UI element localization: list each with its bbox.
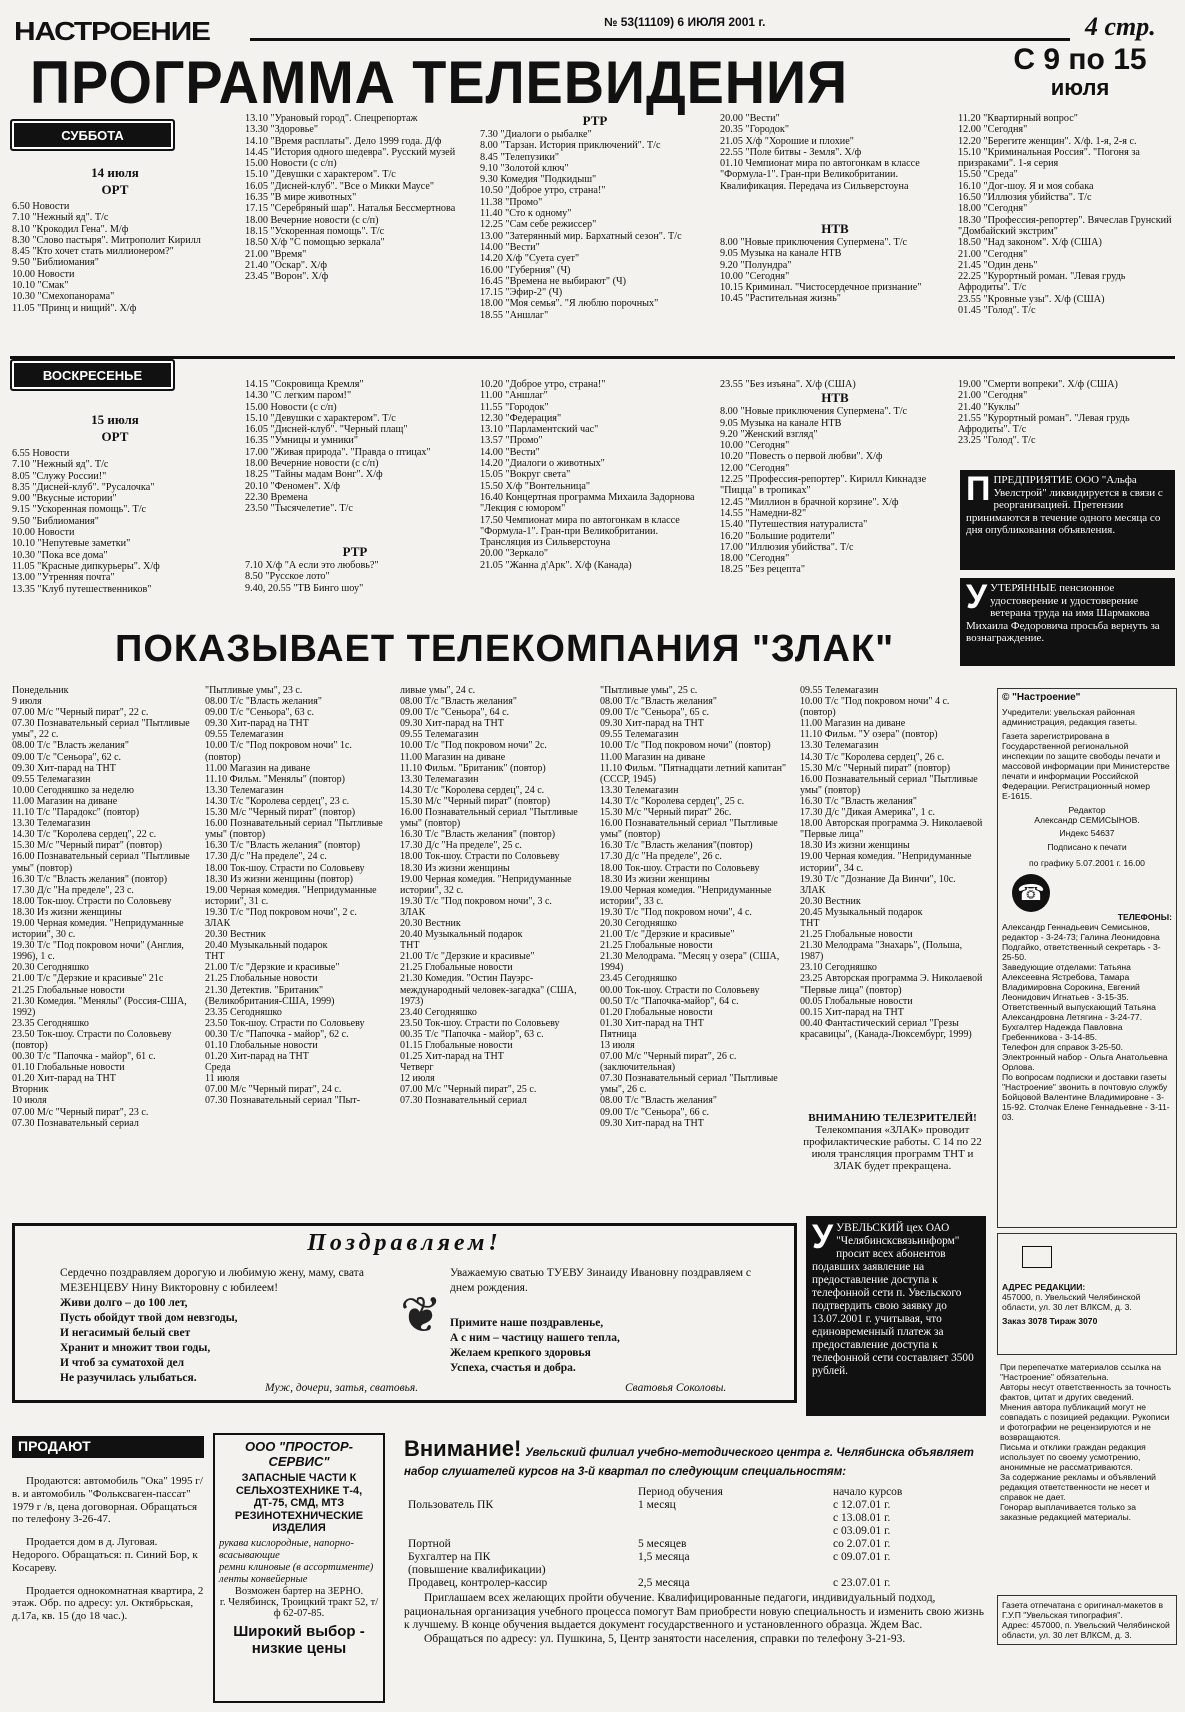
issue-info: № 53(11109) 6 ИЮЛЯ 2001 г. bbox=[600, 15, 770, 29]
sunday-ort: ОРТ bbox=[101, 429, 129, 444]
sale-header: ПРОДАЮТ bbox=[12, 1436, 204, 1458]
section-divider bbox=[10, 356, 1175, 359]
ad-lost-documents: УУТЕРЯННЫЕ пенсионное удостоверение и удостоверение ветерана труда на имя Шармакова Михаила Федоровича просьба вернуть за вознаграждение. bbox=[960, 578, 1175, 666]
table-row: Бухгалтер на ПК (повышение квалификации) 1,5 месяца с 09.07.01 г. bbox=[408, 1551, 891, 1576]
saturday-ort: ОРТ bbox=[101, 182, 129, 197]
sale-item: Продается дом в д. Луговая. Недорого. Обращаться: п. Синий Бор, к Косареву. bbox=[12, 1536, 198, 1574]
saturday-col3: РТР 7.30 "Диалоги о рыбалке" 8.00 "Тарзан. История приключений". Т/с 8.45 "Телепузики" 9.10 "Золотой ключ" 9.30 Комедия "Подкидыш" 10.50 "Доброе утро, страна!" 11.38 "Промо" 11.40 "Сто к одному" 12.25 "Сам себе режиссер" 13.00 "Затерянный мир. Бархатный сезон". Т/с 14.00 "Вести" 14.20 Х/ф "Суета сует" 16.00 "Губерния" (Ч) 16.45 "Времена не выбирают" (Ч) 17.15 "Эфир-2" (Ч) 18.00 "Моя семья". "Я люблю порочных" 18.55 "Аншлаг" bbox=[480, 113, 682, 321]
congrats-left-sign: Муж, дочери, затья, сватовья. bbox=[265, 1382, 419, 1394]
page-title: ПРОГРАММА ТЕЛЕВИДЕНИЯ bbox=[30, 49, 849, 116]
sunday-col4: 23.55 "Без изъяна". Х/ф (США) НТВ 8.00 "Новые приключения Супермена". Т/с 9.05 Музыка на канале НТВ 9.20 "Женский взгляд" 10.00 "Сегодня" 10.20 "Повесть о первой любви". Х/ф 12.00 "Сегодня" 12.25 "Профессия-репортер". Кирилл Кикнадзе "Пицца" в тропиках" 12.45 "Миллион в брачной корзине". Х/ф 14.55 "Намедни-82" 15.40 "Путешествия натуралиста" 16.20 "Большие родители" 17.00 "Иллюзия убийства". Т/с 18.00 "Сегодня" 18.25 "Без рецепта" bbox=[720, 379, 927, 576]
zlak-col5: 09.55 Телемагазин 10.00 Т/с "Под покровом ночи" 4 с. (повтор) 11.00 Магазин на диване 11.10 Фильм. "У озера" (повтор) 13.30 Телемагазин 14.30 Т/с "Королева сердец", 26 с. 15.30 М/с "Черный пират" (повтор) 16.00 Познавательный сериал "Пытливые умы" (повтор) 16.30 Т/с "Власть желания" 17.30 Д/с "Дикая Америка", 1 с. 18.00 Авторская программа Э. Николаевой "Первые лица" 18.30 Из жизни женщины 19.00 Черная комедия. "Непридуманные истории", 34 с. 19.30 Т/с "Дознание Да Винчи", 10с. ЗЛАК 20.30 Вестник 20.45 Музыкальный подарок ТНТ 21.25 Глобальные новости 21.30 Мелодрама "Знахарь", (Польша, 1987) 23.10 Сегодняшко 23.25 Авторская программа Э. Николаевой "Первые лица" (повтор) 00.05 Глобальные новости 00.15 Хит-парад на ТНТ 00.40 Фантастический сериал "Грезы красавицы", (Канада-Люксембург, 1999) bbox=[800, 685, 983, 1040]
congrats-right-sign: Сватовья Соколовы. bbox=[625, 1382, 727, 1394]
congrats-title: Поздравляем! bbox=[307, 1230, 502, 1256]
courses-table: Период обучения начало курсов Пользователь ПК 1 месяц с 12.07.01 г. с 13.08.01 г. с 03.09.01 г. Портной 5 месяцев со 2.07.01 г. Бухгалтер на ПК (повышение квалификации) 1,5 месяца с 09.07.01 г. Продавец, контролер-кассир 2,5 месяца с 23.07.01 г. bbox=[404, 1486, 964, 1590]
congrats-box bbox=[12, 1223, 797, 1403]
date-range: С 9 по 15 июля bbox=[1013, 43, 1147, 100]
zlak-col4: "Пытливые умы", 25 с. 08.00 Т/с "Власть желания" 09.00 Т/с "Сеньора", 65 с. 09.30 Хит-парад на ТНТ 09.55 Телемагазин 10.00 Т/с "Под покровом ночи" (повтор) 11.00 Магазин на диване 11.10 Фильм. "Пятнадцати летний капитан" (СССР, 1945) 13.30 Телемагазин 14.30 Т/с "Королева сердец", 25 с. 15.30 М/с "Черный пират" 26с. 16.00 Познавательный сериал "Пытливые умы" (повтор) 16.30 Т/с "Власть желания"(повтор) 17.30 Д/с "На пределе", 26 с. 18.00 Ток-шоу. Страсти по Соловьеву 18.30 Из жизни женщины 19.00 Черная комедия. "Непридуманные истории", 33 с. 19.30 Т/с "Под покровом ночи", 4 с. 20.30 Сегодняшко 21.00 Т/с "Дерзкие и красивые" 21.25 Глобальные новости 21.30 Мелодрама. "Месяц у озера" (США, 1994) 23.45 Сегодняшко 00.00 Ток-шоу. Страсти по Соловьеву 00.50 Т/с "Папочка-майор", 64 с. 01.20 Глобальные новости 01.30 Хит-парад на ТНТ Пятница 13 июля 07.00 М/с "Черный пират", 26 с.(заключительная) 07.30 Познавательный сериал "Пытливые умы", 26 с. 08.00 Т/с "Власть желания" 09.00 Т/с "Сеньора", 66 с. 09.30 Хит-парад на ТНТ bbox=[600, 685, 787, 1129]
sunday-col1: 6.55 Новости 7.10 "Нежный яд". Т/с 8.05 "Служу России!" 8.35 "Дисней-клуб". "Русалочка" 9.00 "Вкусные истории" 9.15 "Ускоренная помощь". Т/с 9.50 "Библиомания" 10.00 Новости 10.10 "Непутевые заметки" 10.30 "Пока все дома" 11.05 "Красные дипкурьеры". Х/ф 13.00 "Утренняя почта" 13.35 "Клуб путешественников" bbox=[12, 448, 160, 595]
congrats-left: Сердечно поздравляем дорогую и любимую жену, маму, свата МЕЗЕНЦЕВУ Нину Викторовну с юбилеем! Живи долго – до 100 лет, Пусть обойдут твой дом невзгоды, И негасимый белый свет Хранит и множит твои годы, И чтоб за суматохой дел Не разучилась улыбаться. bbox=[60, 1267, 364, 1384]
address-box: АДРЕС РЕДАКЦИИ: 457000, п. Увельский Челябинской области, ул. 30 лет ВЛКСМ, д. 3. Заказ 3078 Тираж 3070 bbox=[997, 1233, 1177, 1355]
table-row: Пользователь ПК 1 месяц с 12.07.01 г. с 13.08.01 г. с 03.09.01 г. bbox=[408, 1499, 891, 1537]
zlak-title: ПОКАЗЫВАЕТ ТЕЛЕКОМПАНИЯ "ЗЛАК" bbox=[115, 628, 895, 670]
saturday-col2: 13.10 "Урановый город". Спецрепортаж 13.30 "Здоровье" 14.10 "Время расплаты". Дело 1999 года. Д/ф 14.45 "История одного шедевра". Русский музей 15.00 Новости (с с/п) 15.10 "Девушки с характером". Т/с 16.05 "Дисней-клуб". "Все о Микки Маусе" 16.35 "В мире животных" 17.15 "Серебряный шар". Наталья Бессмертнова 18.00 Вечерние новости (с с/п) 18.15 "Ускоренная помощь". Т/с 18.50 Х/ф "С помощью зеркала" 21.00 "Время" 21.40 "Оскар". Х/ф 23.45 "Ворон". Х/ф bbox=[245, 113, 456, 283]
zlak-col1: Понедельник 9 июля 07.00 М/с "Черный пират", 22 с. 07.30 Познавательный сериал "Пытливые умы", 22 с. 08.00 Т/с "Власть желания" 09.00 Т/с "Сеньора", 62 с. 09.30 Хит-парад на ТНТ 09.55 Телемагазин 10.00 Сегодняшко за неделю 11.00 Магазин на диване 11.10 Т/с "Парадокс" (повтор) 13.30 Телемагазин 14.30 Т/с "Королева сердец", 22 с. 15.30 М/с "Черный пират" (повтор) 16.00 Познавательный сериал "Пытливые умы" (повтор) 16.30 Т/с "Власть желания" (повтор) 17.30 Д/с "На пределе", 23 с. 18.00 Ток-шоу. Стрəсти по Соловьеву 18.30 Из жизни женщины 19.00 Черная комедия. "Непридуманные истории", 30 с. 19.30 Т/с "Под покровом ночи" (Англия, 1996), 1 с. 20.30 Сегодняшко 21.00 Т/с "Дерзкие и красивые" 21с 21.25 Глобальные новости 21.30 Комедия. "Менялы" (Россия-США, 1992) 23.35 Сегодняшко 23.50 Ток-шоу. Страсти по Соловьеву (повтор) 00.30 Т/с "Папочка - майор", 61 с. 01.10 Глобальные новости 01.20 Хит-парад на ТНТ Вторник 10 июля 07.00 М/с "Черный пират", 23 с. 07.30 Познавательный сериал bbox=[12, 685, 190, 1129]
newspaper-brand: НАСТРОЕНИЕ bbox=[14, 16, 210, 46]
sale-item: Продаются: автомобиль "Ока" 1995 г/в. и автомобиль "Фольксваген-пассат" 1979 г /в, цена договорная. Обращаться по телефону 3-26-47. bbox=[12, 1475, 203, 1526]
congrats-right: Уважаемую сватью ТУЕВУ Зинаиду Ивановну поздравляем с днем рождения. Примите наше поздравленье, А с ним – частицу нашего тепла, Желаем крепкого здоровья Успеха, счастья и добра. bbox=[450, 1267, 751, 1374]
ad-uvelsk-svyaz: УУВЕЛЬСКИЙ цех ОАО "Челябинсксвязьинформ" просит всех абонентов подавших заявление на предоставление доступа к телефонной сети п. Увельского подтвердить свою заявку до 13.07.2001 г. учитывая, что единовременный платеж за предоставление доступа к телефонной сети составляет 3500 рублей. bbox=[806, 1216, 986, 1416]
sale-item: Продается однокомнатная квартира, 2 этаж. Обр. по адресу: ул. Октябрьская, д.17а, кв. 15 (до 18 час.). bbox=[12, 1584, 204, 1623]
sale-list bbox=[12, 1475, 204, 1623]
sunday-col2: 14.15 "Сокровища Кремля" 14.30 "С легким паром!" 15.00 Новости (с с/п) 15.10 "Девушки с характером". Т/с 16.05 "Дисней-клуб". "Черный плащ" 16.35 "Умницы и умники" 17.00 "Живая природа". "Правда о птицах" 18.00 Вечерние новости (с с/п) 18.25 "Тайны мадам Вонг". Х/ф 20.10 "Феномен". Х/ф 22.30 Времена 23.50 "Тысячелетие". Т/с РТР 7.10 Х/ф "А если это любовь?" 8.50 "Русское лото" 9.40, 20.55 "ТВ Бинго шоу" bbox=[245, 379, 431, 594]
day-ribbon-sunday: ВОСКРЕСЕНЬЕ bbox=[10, 359, 175, 391]
zlak-col3: ливые умы", 24 с. 08.00 Т/с "Власть желания" 09.00 Т/с "Сеньора", 64 с. 09.30 Хит-парад на ТНТ 09.55 Телемагазин 10.00 Т/с "Под покровом ночи" 2с. 11.00 Магазин на диване 11.10 Фильм. "Британик" (повтор) 13.30 Телемагазин 14.30 Т/с "Королева сердец", 24 с. 15.30 М/с "Черный пират" (повтор) 16.00 Познавательный сериал "Пытливые умы" (повтор) 16.30 Т/с "Власть желания" (повтор) 17.30 Д/с "На пределе", 25 с. 18.00 Ток-шоу. Страсти по Соловьеву 18.30 Из жизни женщины 19.00 Черная комедия. "Непридуманные истории", 32 с. 19.30 Т/с "Под покровом ночи", 3 с. ЗЛАК 20.30 Вестник 20.40 Музыкальный подарок ТНТ 21.00 Т/с "Дерзкие и красивые" 21.25 Глобальные новости 21.30 Комедия. "Остин Пауэрс-международный человек-загадка" (США, 1973) 23.40 Сегодняшко 23.50 Ток-шоу. Страсти по Соловьеву 00.35 Т/с "Папочка - майор", 63 с. 01.15 Глобальные новости 01.25 Хит-парад на ТНТ Четверг 12 июля 07.00 М/с "Черный пират", 25 с. 07.30 Познавательный сериал bbox=[400, 685, 578, 1107]
envelope-icon bbox=[1022, 1246, 1052, 1268]
table-row: Портной 5 месяцев со 2.07.01 г. bbox=[408, 1538, 891, 1550]
zlak-notice: ВНИМАНИЮ ТЕЛЕЗРИТЕЛЕЙ! Телекомпания «ЗЛАК» проводит профилактические работы. С 14 по 22 июля трансляция программ ТНТ и ЗЛАК будет прекращена. bbox=[803, 1112, 982, 1172]
ad-alfa-uvelstroy: ППРЕДПРИЯТИЕ ООО "Альфа Увелстрой" ликвидируется в связи с реорганизацией. Претензии принимаются в течение одного месяца со дня опубликования объявления. bbox=[960, 470, 1175, 570]
header-rule bbox=[250, 38, 1070, 41]
page-number: 4 стр. bbox=[1085, 12, 1156, 41]
saturday-col4: 20.00 "Вести" 20.35 "Городок" 21.05 Х/ф "Хорошие и плохие" 22.55 "Поле битвы - Земля". Х/ф 01.10 Чемпионат мира по автогонкам в классе "Формула-1". Гран-при Великобритании. Квалификация. Передача из Сильверстоуна НТВ 8.00 "Новые приключения Супермена". Т/с 9.05 Музыка на канале НТВ 9.20 "Полундра" 10.00 "Сегодня" 10.15 Криминал. "Чистосердечное признание" 10.45 "Растительная жизнь" bbox=[720, 113, 922, 305]
editorial-rules: При перепечатке материалов ссылка на "Настроение" обязательна. Авторы несут ответственность за точность фактов, цитат и других сведений. Мнения автора публикаций могут не совпадать с позицией редакции. Рукописи и фотографии не рецензируются и не возвращаются. Письма и отклики граждан редакция использует по своему усмотрению, анонимные не рассматриваются. За содержание рекламы и объявлений редакция ответственности не несет и справок не дает. Гонорар выплачивается только за заказные редакцией материалы. bbox=[1000, 1362, 1171, 1522]
saturday-col5: 11.20 "Квартирный вопрос" 12.00 "Сегодня" 12.20 "Берегите женщин". Х/ф. 1-я, 2-я с. 15.10 "Криминальная Россия". "Погоня за призраками". 1-я серия 15.50 "Среда" 16.10 "Дог-шоу. Я и моя собака 16.50 "Иллюзия убийства". Т/с 18.00 "Сегодня" 18.30 "Профессия-репортер". Вячеслав Грунский "Домбайский экстрим" 18.50 "Над законом". Х/ф (США) 21.00 "Сегодня" 21.45 "Один день" 22.25 "Курортный роман. "Левая грудь Афродиты". Т/с 23.55 "Кровные узы". Х/ф (США) 01.45 "Голод". Т/с bbox=[958, 113, 1172, 317]
printing-info: Газета отпечатана с оригинал-макетов в Г.У.П "Увельская типография". Адрес: 457000, п. Увельский Челябинской области, ул. 30 лет ВЛКСМ, д. 3. bbox=[997, 1595, 1177, 1645]
saturday-date: 14 июля bbox=[91, 165, 139, 180]
saturday-col1: 6.50 Новости 7.10 "Нежный яд". Т/с 8.10 "Крокодил Гена". М/ф 8.30 "Слово пастыря". Митрополит Кирилл 8.45 "Кто хочет стать миллионером?" 9.50 "Библиомания" 10.00 Новости 10.10 "Смак" 10.30 "Смехопанорама" 11.05 "Принц и нищий". Х/ф bbox=[12, 201, 201, 314]
sunday-col3: 10.20 "Доброе утро, страна!" 11.00 "Аншлаг" 11.55 "Городок" 12.30 "Федерация" 13.10 "Парламентский час" 13.57 "Промо" 14.00 "Вести" 14.20 "Диалоги о животных" 15.05 "Вокруг света" 15.50 Х/ф "Вонтельница" 16.40 Концертная программа Михаила Задорнова "Лекция с юмором" 17.50 Чемпионат мира по автогонкам в классе "Формула-1". Гран-при Великобритании. Трансляция из Сильверстоуна 20.00 "Зеркало" 21.05 "Жанна д'Арк". Х/ф (Канада) bbox=[480, 379, 695, 571]
flower-icon: ❦ bbox=[400, 1287, 442, 1343]
sunday-col5: 19.00 "Смерти вопреки". Х/ф (США) 21.00 "Сегодня" 21.40 "Куклы" 21.55 "Курортный роман". "Левая грудь Афродиты". Т/с 23.25 "Голод". Т/с bbox=[958, 379, 1130, 447]
prostor-ad: ООО "ПРОСТОР-СЕРВИС" ЗАПАСНЫЕ ЧАСТИ К СЕЛЬХОЗТЕХНИКЕ Т-4, ДТ-75, СМД, МТЗ РЕЗИНОТЕХНИЧЕСКИЕ ИЗДЕЛИЯ рукава кислородные, напорно-всасывающие ремни клиновые (в ассортименте) ленты конвейерные Возможен бартер на ЗЕРНО. г. Челябинск, Троицкий тракт 52, т/ф 62-07-85. Широкий выбор - низкие цены bbox=[213, 1433, 385, 1703]
day-ribbon-saturday: СУББОТА bbox=[10, 119, 175, 151]
courses-ad: Внимание! Увельский филиал учебно-методического центра г. Челябинска объявляет набор слушателей курсов на 3-й квартал по следующим специальностям: Период обучения начало курсов Пользователь ПК 1 месяц с 12.07.01 г. с 13.08.01 г. с 03.09.01 г. Портной 5 месяцев со 2.07.01 г. Бухгалтер на ПК (повышение квалификации) 1,5 месяца с 09.07.01 г. Продавец, контролер-кассир 2,5 месяца с 23.07.01 г. Приглашаем всех желающих пройти обучение. Квалифицированные педагоги, индивидуальный подход, рациональная организация учебного процесса помогут Вам приобрести новую специальность и изменить свою жизнь к лучшему. В конце обучения выдается документ государственного и установленного образца. Ждем Вас. Обращаться по адресу: ул. Пушкина, 5, Центр занятости населения, справки по телефону 3-21-93. bbox=[404, 1436, 984, 1645]
zlak-col2: "Пытливые умы", 23 с. 08.00 Т/с "Власть желания" 09.00 Т/с "Сеньора", 63 с. 09.30 Хит-парад на ТНТ 09.55 Телемагазин 10.00 Т/с "Под покровом ночи" 1с. (повтор) 11.00 Магазин на диване 11.10 Фильм. "Менялы" (повтор) 13.30 Телемагазин 14.30 Т/с "Королева сердец", 23 с. 15.30 М/с "Черный пират" (повтор) 16.00 Познавательный сериал "Пытливые умы" (повтор) 16.30 Т/с "Власть желания" (повтор) 17.30 Д/с "На пределе", 24 с. 18.00 Ток-шоу. Страсти по Соловьеву 18.30 Из жизни женщины (повтор) 19.00 Черная комедия. "Непридуманные истории", 31 с. 19.30 Т/с "Под покровом ночи", 2 с. ЗЛАК 20.30 Вестник 20.40 Музыкальный подарок ТНТ 21.00 Т/с "Дерзкие и красивые" 21.25 Глобальные новости 21.30 Детектив. "Британик" (Великобритания-США, 1999) 23.35 Сегодняшко 23.50 Ток-шоу. Страсти по Соловьеву 00.30 Т/с "Папочка - майор", 62 с. 01.10 Глобальные новости 01.20 Хит-парад на ТНТ Среда 11 июля 07.00 М/с "Черный пират", 24 с. 07.30 Познавательный сериал "Пыт- bbox=[205, 685, 383, 1107]
imprint-box: © "Настроение" Учредители: увельская районная администрация, редакция газеты. Газета зарегистрирована в Государственной региональной инспекции по защите свободы печати и массовой информации при Министерстве печати и информации Российской Федерации. Регистрационный номер Е-1615. Редактор Александр СЕМИСЫНОВ. Индекс 54637 Подписано к печати по графику 5.07.2001 г. 16.00 ☎ ТЕЛЕФОНЫ: Александр Геннадьевич Семисынов, редактор - 3-24-73; Галина Леонидовна Подгайко, ответственный секретарь - 3-25-50. Заведующие отделами: Татьяна Алексеевна Ястребова, Тамара Владимировна Сорокина, Евгений Леонидович Игнатьев - 3-15-35. Ответственный выпускающий Татьяна Александровна Летягина - 3-24-77. Бухгалтер Надежда Павловна Гребенникова - 3-14-85. Телефон для справок 3-25-50. Электронный набор - Ольга Анатольевна Орлова. По вопросам подписки и доставки газеты "Настроение" звонить в почтовую службу Бойцовой Валентине Владимировне - 3-15-92. Столчак Елене Геннадьевне - 3-11-03. bbox=[997, 688, 1177, 1228]
sunday-date: 15 июля bbox=[91, 412, 139, 427]
telephone-icon: ☎ bbox=[1012, 874, 1050, 912]
table-row: Продавец, контролер-кассир 2,5 месяца с 23.07.01 г. bbox=[408, 1577, 891, 1589]
